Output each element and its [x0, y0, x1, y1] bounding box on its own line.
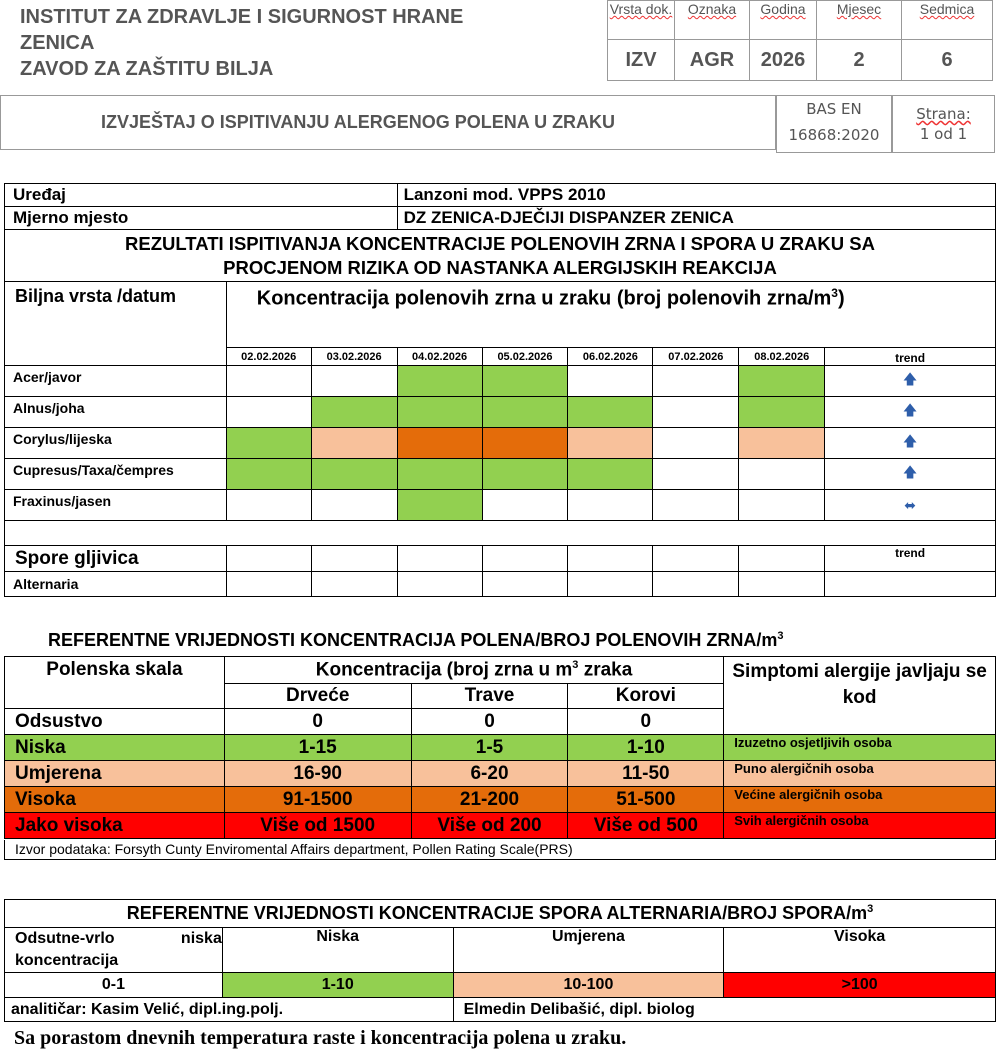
document-code-table — [607, 0, 993, 81]
footer-note: Sa porastom dnevnih temperatura raste i koncentracija polena u zraku. — [14, 1027, 627, 1049]
concentration-cell — [311, 366, 397, 397]
data-source: Izvor podataka: Forsyth Cunty Enviromental Affairs department, Pollen Rating Scale(PRS) — [4, 840, 996, 860]
ref-grass: Više od 200 — [411, 813, 568, 839]
spore-row — [5, 572, 996, 597]
concentration-cell — [482, 366, 568, 397]
concentration-cell — [397, 397, 482, 428]
ref-concentration-header — [224, 657, 723, 684]
spore-concentration-cell — [311, 572, 397, 597]
concentration-cell — [739, 397, 825, 428]
ref-level: Visoka — [5, 787, 225, 813]
institute-name — [20, 4, 463, 82]
plant-rows — [5, 366, 996, 521]
ref-trees: 91-1500 — [224, 787, 411, 813]
report-title: IZVJEŠTAJ O ISPITIVANJU ALERGENOG POLENA U ZRAKU — [101, 112, 616, 132]
date-header: 06.02.2026 — [568, 348, 653, 366]
doc-label-week: Sedmica — [902, 1, 993, 40]
concentration-header — [226, 282, 995, 348]
spore-concentration-cell — [568, 572, 653, 597]
ref-weeds: 0 — [568, 709, 724, 735]
plant-row — [5, 397, 996, 428]
spore-val-high: >100 — [724, 973, 996, 998]
spore-name: Alternaria — [5, 572, 227, 597]
pollen-reference-title — [48, 630, 784, 651]
concentration-cell — [482, 397, 568, 428]
spore-val-low: 1-10 — [222, 973, 453, 998]
analyst-2: Elmedin Delibašić, dipl. biolog — [453, 998, 995, 1022]
ref-row-low — [5, 735, 996, 761]
scale-header: Polenska skala — [5, 657, 225, 709]
ref-symptoms: Izuzetno osjetljivih osoba — [724, 735, 996, 761]
doc-value-week: 6 — [902, 40, 993, 81]
ref-weeds: 1-10 — [568, 735, 724, 761]
trend-cell — [825, 428, 996, 459]
arrow-left-right-icon: ⬌ — [904, 496, 916, 513]
ref-symptoms: Puno alergičnih osoba — [724, 761, 996, 787]
device-value: Lanzoni mod. VPPS 2010 — [397, 184, 995, 207]
pollen-measurement-table — [4, 183, 996, 597]
ref-weeds: 51-500 — [568, 787, 724, 813]
spore-concentration-cell — [653, 572, 739, 597]
ref-level: Jako visoka — [5, 813, 225, 839]
concentration-cell — [653, 428, 739, 459]
report-title-box — [0, 95, 776, 150]
concentration-cell — [397, 459, 482, 490]
plant-name: Fraxinus/jasen — [5, 490, 227, 521]
pollen-reference-title-sup: 3 — [777, 630, 784, 642]
spore-concentration-cell — [226, 572, 311, 597]
page-label: Strana: — [916, 105, 971, 123]
results-title-line-2: PROCJENOM RIZIKA OD NASTANKA ALERGIJSKIH REAKCIJA — [223, 256, 777, 278]
concentration-cell — [653, 397, 739, 428]
concentration-cell — [311, 397, 397, 428]
device-label: Uređaj — [5, 184, 398, 207]
date-header: 07.02.2026 — [653, 348, 739, 366]
doc-label-year: Godina — [750, 1, 817, 40]
spore-concentration-cell — [739, 572, 825, 597]
spore-trend-cell — [825, 572, 996, 597]
spore-reference-title-sup: 3 — [867, 903, 874, 915]
spore-concentration-cell — [482, 572, 568, 597]
page-value: 1 od 1 — [919, 125, 968, 143]
date-header: 03.02.2026 — [311, 348, 397, 366]
ref-concentration-end: zraka — [578, 659, 633, 681]
spore-val-moderate: 10-100 — [453, 973, 724, 998]
concentration-cell — [397, 366, 482, 397]
standard-box — [776, 95, 892, 153]
ref-grass: 6-20 — [411, 761, 568, 787]
arrow-up-icon: 🡅 — [902, 402, 918, 418]
date-header: 02.02.2026 — [226, 348, 311, 366]
institute-line-2: ZENICA — [20, 32, 95, 54]
trend-cell — [825, 490, 996, 521]
date-header: 08.02.2026 — [739, 348, 825, 366]
institute-line-3: ZAVOD ZA ZAŠTITU BILJA — [20, 58, 274, 80]
ref-trees: 16-90 — [224, 761, 411, 787]
analyst-1: analitičar: Kasim Velić, dipl.ing.polj. — [5, 998, 454, 1022]
page-box — [892, 95, 995, 153]
spore-col-high: Visoka — [724, 928, 996, 973]
results-title — [5, 230, 996, 282]
ref-symptoms: Većine alergičnih osoba — [724, 787, 996, 813]
date-header: 04.02.2026 — [397, 348, 482, 366]
concentration-cell — [653, 490, 739, 521]
concentration-cell — [568, 490, 653, 521]
ref-weeds: 11-50 — [568, 761, 724, 787]
institute-line-1: INSTITUT ZA ZDRAVLJE I SIGURNOST HRANE — [20, 6, 464, 28]
concentration-cell — [482, 459, 568, 490]
standard-line-1: BAS EN — [806, 100, 862, 118]
plant-row — [5, 459, 996, 490]
trend-cell — [825, 459, 996, 490]
concentration-cell — [482, 428, 568, 459]
ref-row-moderate — [5, 761, 996, 787]
spores-header-row — [5, 546, 996, 572]
trend-cell — [825, 366, 996, 397]
site-label: Mjerno mjesto — [5, 207, 398, 230]
concentration-cell — [739, 459, 825, 490]
concentration-cell — [226, 397, 311, 428]
symptoms-header: Simptomi alergije javljaju se kod — [724, 657, 996, 735]
species-header: Biljna vrsta /datum — [5, 282, 227, 366]
concentration-cell — [568, 397, 653, 428]
plant-name: Corylus/lijeska — [5, 428, 227, 459]
plant-name: Acer/javor — [5, 366, 227, 397]
ref-level: Niska — [5, 735, 225, 761]
ref-level: Umjerena — [5, 761, 225, 787]
ref-weeds: Više od 500 — [568, 813, 724, 839]
doc-value-code: AGR — [675, 40, 750, 81]
spores-header: Spore gljivica — [5, 546, 227, 572]
spore-col-absent: Odsutne-vrlo niska koncentracija — [5, 928, 223, 973]
col-grass: Trave — [411, 684, 568, 709]
ref-row-very-high — [5, 813, 996, 839]
spore-rows — [5, 572, 996, 597]
standard-line-2: 16868:2020 — [788, 126, 880, 144]
site-value: DZ ZENICA-DJEČIJI DISPANZER ZENICA — [397, 207, 995, 230]
ref-trees: 1-15 — [224, 735, 411, 761]
doc-label-code: Oznaka — [675, 1, 750, 40]
doc-value-year: 2026 — [750, 40, 817, 81]
doc-value-month: 2 — [817, 40, 902, 81]
results-title-line-1: REZULTATI ISPITIVANJA KONCENTRACIJE POLENOVIH ZRNA I SPORA U ZRAKU SA — [125, 232, 875, 254]
concentration-cell — [568, 428, 653, 459]
date-header: 05.02.2026 — [482, 348, 568, 366]
concentration-cell — [653, 366, 739, 397]
plant-name: Cupresus/Taxa/čempres — [5, 459, 227, 490]
concentration-header-text: Koncentracija polenovih zrna u zraku (broj polenovih zrna/m — [256, 287, 832, 310]
spore-val-absent: 0-1 — [5, 973, 223, 998]
spore-col-moderate: Umjerena — [453, 928, 724, 973]
plant-name: Alnus/joha — [5, 397, 227, 428]
concentration-cell — [653, 459, 739, 490]
ref-concentration-text: Koncentracija (broj zrna u m — [315, 659, 573, 681]
spacer-row — [5, 521, 996, 546]
concentration-cell — [397, 490, 482, 521]
plant-row — [5, 428, 996, 459]
arrow-up-icon: 🡅 — [902, 433, 918, 449]
concentration-cell — [226, 459, 311, 490]
concentration-cell — [226, 490, 311, 521]
spore-concentration-cell — [397, 572, 482, 597]
ref-concentration-sup: 3 — [572, 658, 579, 671]
concentration-cell — [568, 459, 653, 490]
spore-col-low: Niska — [222, 928, 453, 973]
plant-row — [5, 490, 996, 521]
ref-trees: 0 — [224, 709, 411, 735]
col-trees: Drveće — [224, 684, 411, 709]
concentration-header-sup: 3 — [831, 286, 838, 300]
concentration-cell — [226, 366, 311, 397]
spore-reference-title-text: REFERENTNE VRIJEDNOSTI KONCENTRACIJE SPORA ALTERNARIA/BROJ SPORA/m — [126, 903, 868, 923]
doc-label-type: Vrsta dok. — [608, 1, 675, 40]
ref-level: Odsustvo — [5, 709, 225, 735]
ref-symptoms: Svih alergičnih osoba — [724, 813, 996, 839]
concentration-cell — [482, 490, 568, 521]
concentration-cell — [739, 428, 825, 459]
concentration-cell — [739, 490, 825, 521]
concentration-cell — [311, 428, 397, 459]
concentration-cell — [568, 366, 653, 397]
trend-cell — [825, 397, 996, 428]
spore-reference-title — [5, 900, 996, 928]
pollen-reference-table — [4, 656, 996, 839]
concentration-cell — [226, 428, 311, 459]
doc-label-month: Mjesec — [817, 1, 902, 40]
ref-grass: 1-5 — [411, 735, 568, 761]
pollen-reference-title-text: REFERENTNE VRIJEDNOSTI KONCENTRACIJA POLENA/BROJ POLENOVIH ZRNA/m — [48, 630, 778, 650]
ref-grass: 21-200 — [411, 787, 568, 813]
spore-reference-table — [4, 899, 996, 1022]
ref-grass: 0 — [411, 709, 568, 735]
trend-header: trend — [825, 348, 996, 366]
concentration-cell — [739, 366, 825, 397]
arrow-up-icon: 🡅 — [902, 464, 918, 480]
concentration-header-end: ) — [837, 287, 845, 310]
arrow-up-icon: 🡅 — [902, 371, 918, 387]
doc-value-type: IZV — [608, 40, 675, 81]
concentration-cell — [311, 490, 397, 521]
col-weeds: Korovi — [568, 684, 724, 709]
concentration-cell — [397, 428, 482, 459]
ref-row-high — [5, 787, 996, 813]
concentration-cell — [311, 459, 397, 490]
plant-row — [5, 366, 996, 397]
spores-trend-header: trend — [825, 546, 996, 572]
ref-trees: Više od 1500 — [224, 813, 411, 839]
